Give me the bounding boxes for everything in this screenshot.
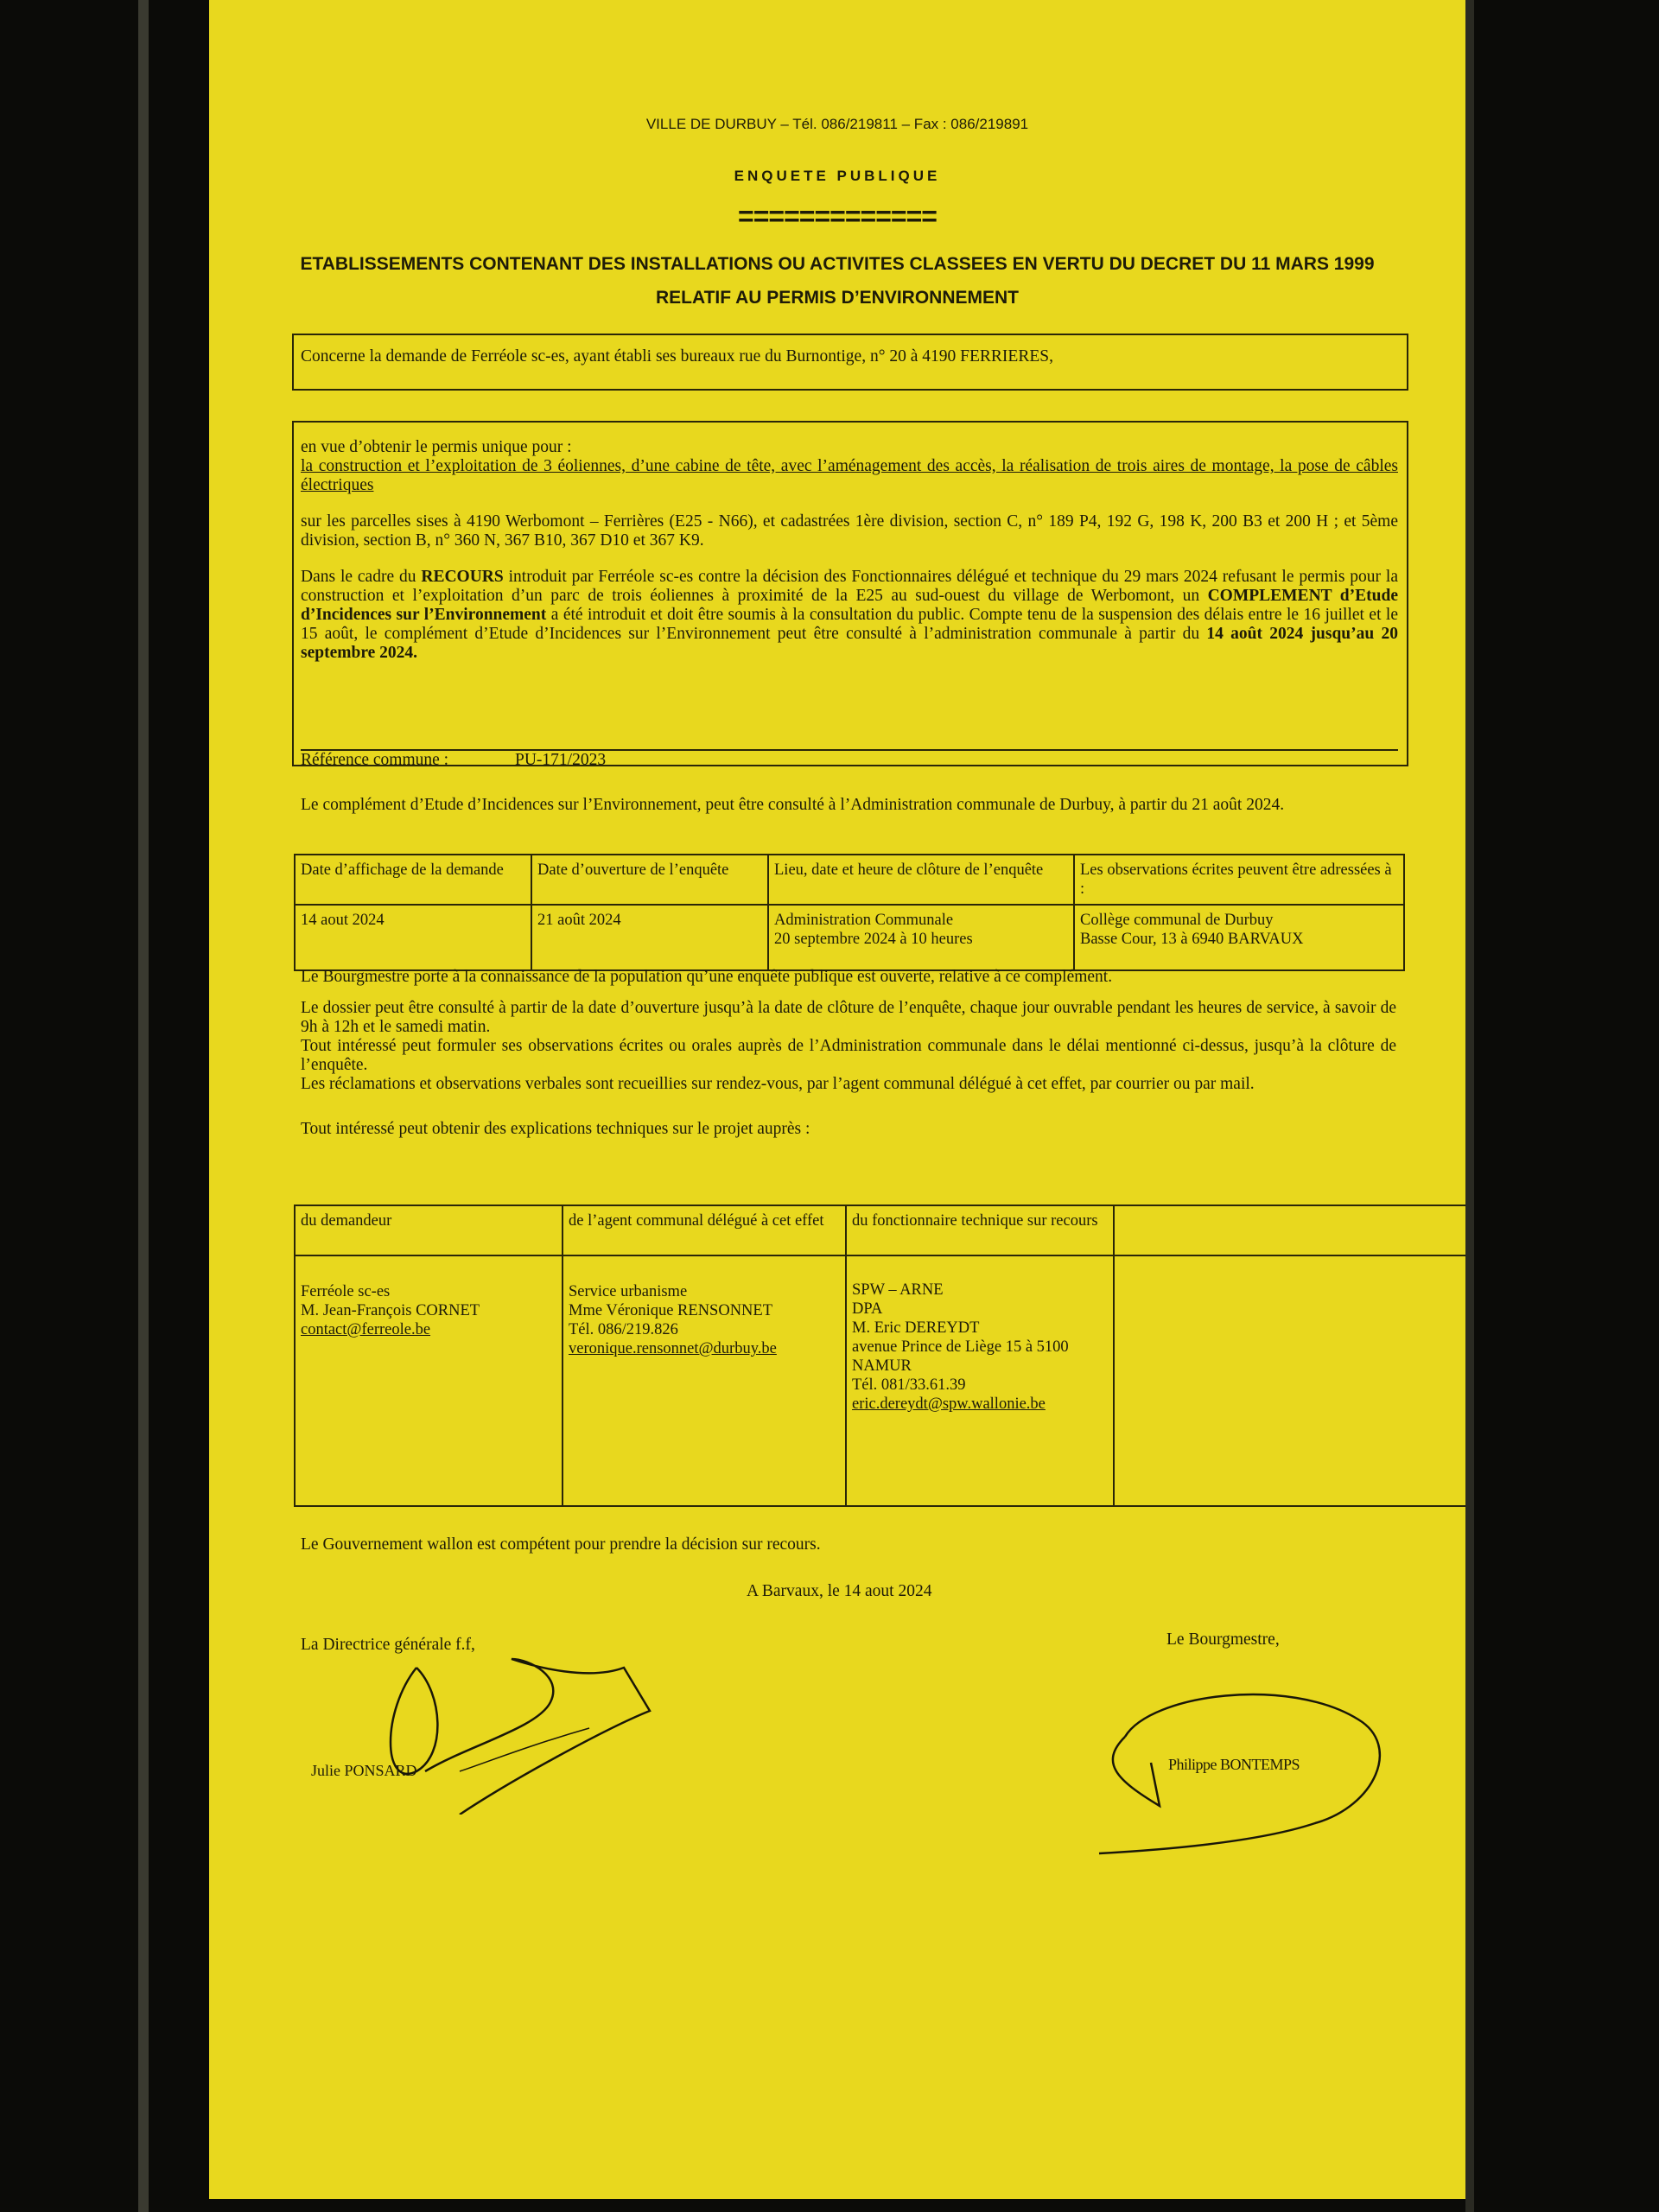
right-signatory-name: Philippe BONTEMPS xyxy=(1168,1756,1300,1773)
agent-service: Service urbanisme xyxy=(569,1283,688,1300)
recours-text-e: a été introduit et doit être soumis à la consultation du public. Compte tenu de la suspension des délais entre le 16 juillet et le 15 août, le complément d’Etude d’Incidences sur l’Environnement peut être consulté à l’administration communale à partir du xyxy=(301,606,1398,643)
verbal-claims-paragraph: Les réclamations et observations verbales sont recueillies sur rendez-vous, par l’agent communal délégué à cet effet, par courrier ou par mail. xyxy=(301,1075,1255,1093)
official-name: M. Eric DEREYDT xyxy=(852,1319,980,1337)
concerne-box xyxy=(292,334,1408,391)
permit-object: la construction et l’exploitation de 3 éoliennes, d’une cabine de tête, avec l’aménagement des accès, la réalisation de trois aires de montage, la pose de câbles électriques xyxy=(301,457,1398,494)
table-row xyxy=(295,1255,1465,1506)
ref-divider xyxy=(301,749,1398,751)
official-street: avenue Prince de Liège 15 à 5100 xyxy=(852,1338,1069,1356)
agent-cell xyxy=(563,1255,846,1506)
subject-line-1: ETABLISSEMENTS CONTENANT DES INSTALLATIONS OU ACTIVITES CLASSEES EN VERTU DU DECRET DU 11 MARS 1999 xyxy=(300,254,1375,274)
display-frame-left xyxy=(138,0,149,2212)
address-street: Basse Cour, 13 à 6940 BARVAUX xyxy=(1080,931,1304,948)
permit-parcels: sur les parcelles sises à 4190 Werbomont – Ferrières (E25 - N66), et cadastrées 1ère division, section C, n° 189 P4, 192 G, 198 K, 200 B3 et 200 H ; et 5ème division, section B, n° 360 N, 367 B10, 367 D10 et 367 K9. xyxy=(301,512,1398,550)
opening-date-cell xyxy=(531,905,768,970)
applicant-email-link[interactable]: contact@ferreole.be xyxy=(301,1321,431,1338)
table-row xyxy=(295,905,1404,970)
display-frame-right xyxy=(1465,0,1474,2212)
town-contact: VILLE DE DURBUY – Tél. 086/219811 – Fax : 086/219891 xyxy=(645,116,1029,132)
official-division: DPA xyxy=(852,1300,883,1318)
right-signatory-title: Le Bourgmestre, xyxy=(1166,1630,1280,1649)
explanations-intro: Tout intéressé peut obtenir des explications techniques sur le projet auprès : xyxy=(301,1120,810,1138)
display-date-cell xyxy=(295,905,531,970)
official-email-link[interactable]: eric.dereydt@spw.wallonie.be xyxy=(852,1395,1046,1413)
recours-text-c: introduit par Ferréole sc-es contre la décision des Fonctionnaires délégué et technique du 29 mars 2024 refusant le permis pour la construction et l’exploitation d’un parc de trois éoliennes à proximité de la E25 au sud-ouest du village de Werbomont, un xyxy=(301,568,1399,605)
left-signature-icon xyxy=(365,1642,676,1815)
table-row xyxy=(295,855,1404,905)
table-row xyxy=(295,1205,1465,1255)
applicant-cell xyxy=(295,1255,563,1506)
place-and-date: A Barvaux, le 14 aout 2024 xyxy=(747,1582,932,1600)
table-header-cell: Date d’ouverture de l’enquête xyxy=(531,855,768,905)
concerne-text: Concerne la demande de Ferréole sc-es, ayant établi ses bureaux rue du Burnontige, n° 20 à 4190 FERRIERES, xyxy=(301,347,1053,365)
consultation-period: 14 août 2024 jusqu’au 20 septembre 2024. xyxy=(301,625,1398,662)
reference-value: PU-171/2023 xyxy=(515,751,607,769)
complement-keyword: COMPLEMENT d’Etude d’Incidences sur l’Environnement xyxy=(301,587,1398,624)
contacts-table xyxy=(294,1205,1465,1507)
agent-name: Mme Véronique RENSONNET xyxy=(569,1302,773,1319)
left-signatory-title: La Directrice générale f.f, xyxy=(301,1636,475,1654)
empty-cell xyxy=(1114,1255,1465,1506)
notice-sheet xyxy=(209,0,1465,2199)
recours-text-a: Dans le cadre du xyxy=(301,568,422,586)
reference-label: Référence commune : xyxy=(301,751,449,769)
table-header-cell: du demandeur xyxy=(295,1205,563,1255)
opening-date: 21 août 2024 xyxy=(537,912,621,929)
announcement-paragraph: Le Bourgmestre porte à la connaissance de la population qu’une enquête publique est ouverte, relative à ce complément. xyxy=(301,968,1113,986)
consultation-hours-paragraph: Le dossier peut être consulté à partir de la date d’ouverture jusqu’à la date de clôture de l’enquête, chaque jour ouvrable pendant les heures de service, à savoir de 9h à 12h et le samedi matin. xyxy=(301,999,1396,1036)
official-department: SPW – ARNE xyxy=(852,1281,944,1299)
right-signature-icon xyxy=(1073,1668,1402,1866)
address-recipient: Collège communal de Durbuy xyxy=(1080,912,1274,929)
official-city: NAMUR xyxy=(852,1357,912,1375)
observations-paragraph: Tout intéressé peut formuler ses observations écrites ou orales auprès de l’Administration communale dans le délai mentionné ci-dessus, jusqu’à la clôture de l’enquête. xyxy=(301,1037,1396,1074)
closing-cell xyxy=(768,905,1074,970)
applicant-contact: M. Jean-François CORNET xyxy=(301,1302,480,1319)
table-header-cell: Les observations écrites peuvent être adressées à : xyxy=(1074,855,1404,905)
table-header-cell: du fonctionnaire technique sur recours xyxy=(846,1205,1114,1255)
address-cell xyxy=(1074,905,1404,970)
recours-keyword: RECOURS xyxy=(421,568,504,586)
display-date: 14 aout 2024 xyxy=(301,912,385,929)
recours-paragraph xyxy=(301,568,1398,663)
agent-phone: Tél. 086/219.826 xyxy=(569,1321,678,1338)
title-rule: ============= xyxy=(738,200,937,232)
official-phone: Tél. 081/33.61.39 xyxy=(852,1376,966,1394)
table-header-cell: Date d’affichage de la demande xyxy=(295,855,531,905)
consult-line: Le complément d’Etude d’Incidences sur l’Environnement, peut être consulté à l’Administration communale de Durbuy, à partir du 21 août 2024. xyxy=(301,796,1285,814)
table-header-cell xyxy=(1114,1205,1465,1255)
left-signatory-name: Julie PONSARD xyxy=(311,1762,417,1779)
closing-place: Administration Communale xyxy=(774,912,954,929)
permit-box xyxy=(292,421,1408,769)
government-competence: Le Gouvernement wallon est compétent pour prendre la décision sur recours. xyxy=(301,1535,821,1554)
agent-email-link[interactable]: veronique.rensonnet@durbuy.be xyxy=(569,1340,777,1357)
permit-intro: en vue d’obtenir le permis unique pour : xyxy=(301,438,572,456)
official-cell xyxy=(846,1255,1114,1506)
table-header-cell: de l’agent communal délégué à cet effet xyxy=(563,1205,846,1255)
closing-datetime: 20 septembre 2024 à 10 heures xyxy=(774,931,973,948)
table-header-cell: Lieu, date et heure de clôture de l’enquête xyxy=(768,855,1074,905)
subject-line-2: RELATIF AU PERMIS D’ENVIRONNEMENT xyxy=(655,288,1019,308)
applicant-company: Ferréole sc-es xyxy=(301,1283,391,1300)
dates-table xyxy=(294,854,1405,971)
notice-title: ENQUETE PUBLIQUE xyxy=(734,168,941,184)
